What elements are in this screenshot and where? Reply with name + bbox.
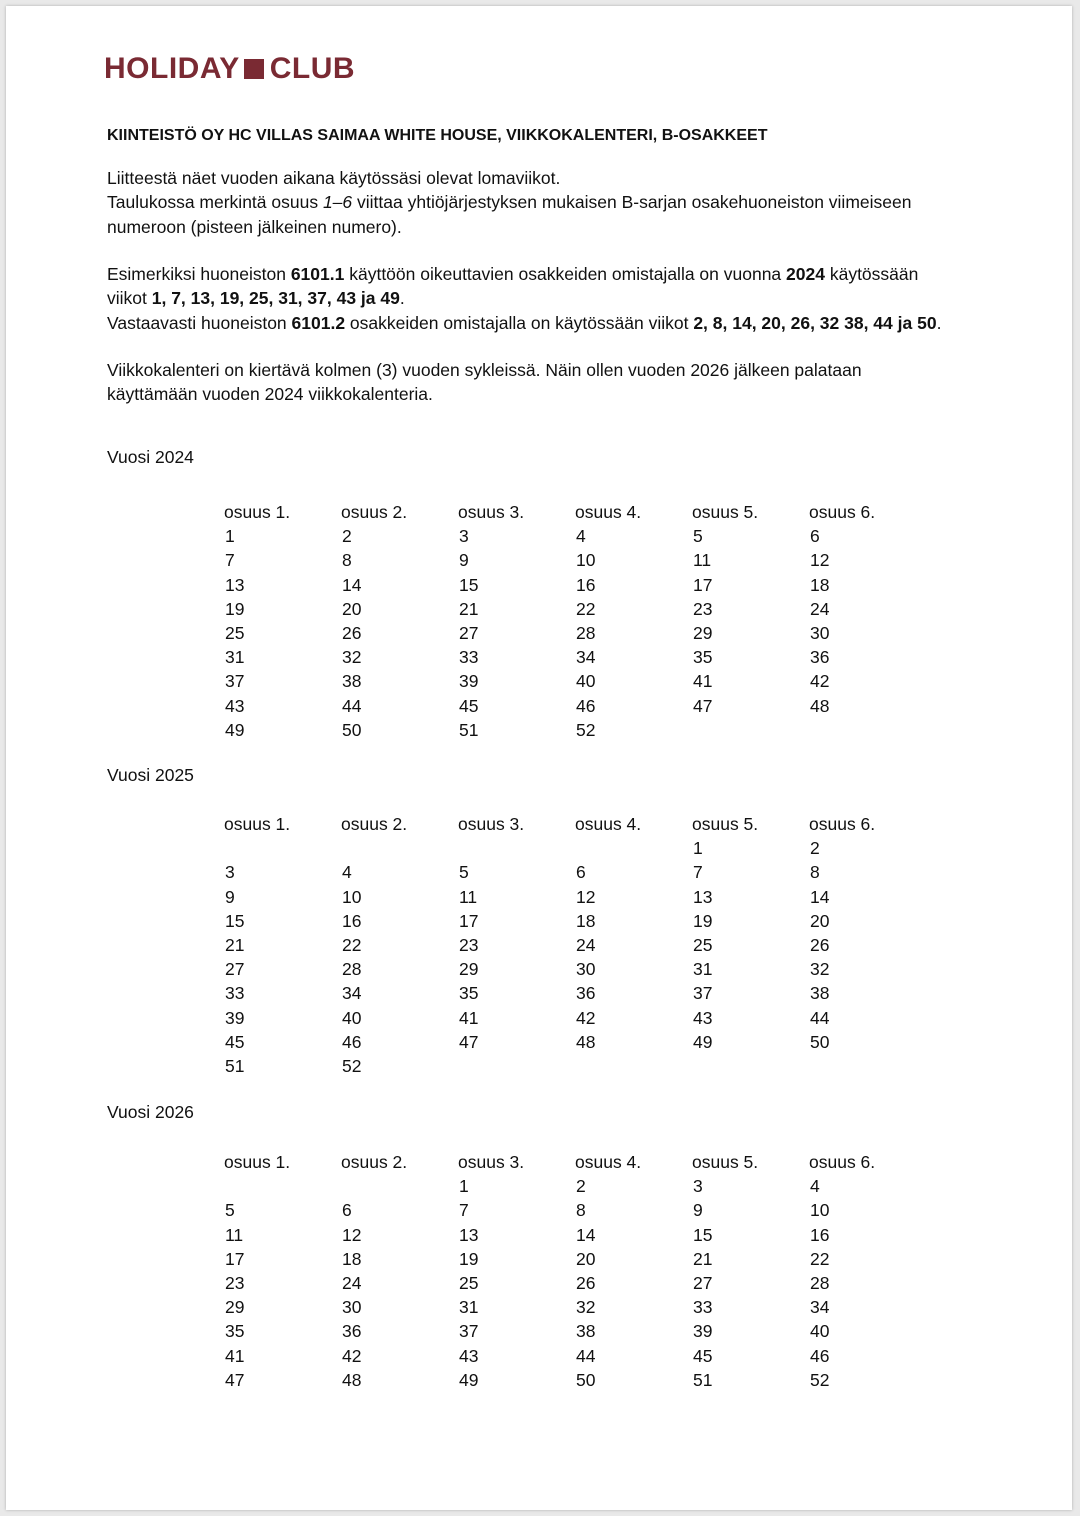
week-cell: 6 bbox=[342, 1200, 352, 1221]
week-cell: 14 bbox=[810, 886, 830, 907]
week-cell: 13 bbox=[225, 574, 245, 595]
week-cell: 8 bbox=[810, 862, 820, 883]
week-table-2025 bbox=[224, 812, 926, 1078]
week-cell: 4 bbox=[576, 526, 586, 547]
week-cell: 38 bbox=[342, 671, 362, 692]
year-label-2025: Vuosi 2025 bbox=[107, 765, 194, 785]
week-cell: 28 bbox=[576, 623, 596, 644]
week-cell: 49 bbox=[225, 719, 245, 740]
week-cell: 46 bbox=[342, 1031, 362, 1052]
week-cell: 40 bbox=[810, 1321, 830, 1342]
week-cell: 7 bbox=[693, 862, 703, 883]
week-cell: 39 bbox=[225, 1007, 245, 1028]
week-cell: 1 bbox=[459, 1176, 469, 1197]
week-cell bbox=[341, 1174, 458, 1198]
example-line-2: viikot 1, 7, 13, 19, 25, 31, 37, 43 ja 49. bbox=[107, 288, 405, 309]
week-cell: 16 bbox=[810, 1224, 830, 1245]
week-cell: 25 bbox=[225, 623, 245, 644]
week-cell: 8 bbox=[342, 550, 352, 571]
week-cell: 33 bbox=[225, 983, 245, 1004]
week-cell: 13 bbox=[459, 1224, 479, 1245]
week-cell: 52 bbox=[810, 1369, 830, 1390]
week-cell bbox=[692, 1054, 809, 1078]
week-cell: 31 bbox=[459, 1297, 479, 1318]
week-cell: 5 bbox=[693, 526, 703, 547]
week-cell: 31 bbox=[693, 959, 713, 980]
week-cell: 35 bbox=[225, 1321, 245, 1342]
week-cell: 52 bbox=[576, 719, 596, 740]
week-cell: 3 bbox=[459, 526, 469, 547]
week-cell: 27 bbox=[225, 959, 245, 980]
week-cell bbox=[458, 1054, 575, 1078]
week-cell: 19 bbox=[225, 598, 245, 619]
week-cell: 28 bbox=[342, 959, 362, 980]
week-cell: 15 bbox=[225, 910, 245, 931]
week-cell: 30 bbox=[342, 1297, 362, 1318]
week-cell: 21 bbox=[693, 1248, 713, 1269]
week-cell: 1 bbox=[225, 526, 235, 547]
year-label-2024: Vuosi 2024 bbox=[107, 447, 194, 467]
intro-line-3: numeroon (pisteen jälkeinen numero). bbox=[107, 216, 402, 237]
week-cell: 15 bbox=[459, 574, 479, 595]
week-cell: 28 bbox=[810, 1273, 830, 1294]
week-cell bbox=[458, 836, 575, 860]
week-cell: 43 bbox=[225, 695, 245, 716]
week-cell bbox=[224, 1174, 341, 1198]
week-cell: 21 bbox=[459, 598, 479, 619]
week-cell: 17 bbox=[459, 910, 479, 931]
week-cell: 37 bbox=[225, 671, 245, 692]
week-cell: 26 bbox=[342, 623, 362, 644]
week-cell bbox=[809, 1054, 926, 1078]
week-cell bbox=[575, 836, 692, 860]
week-cell: 34 bbox=[342, 983, 362, 1004]
week-cell: 27 bbox=[459, 623, 479, 644]
intro-line-2: Taulukossa merkintä osuus 1–6 viittaa yhtiöjärjestyksen mukaisen B-sarjan osakehuoneiston viimeiseen bbox=[107, 192, 912, 213]
week-cell: 6 bbox=[810, 526, 820, 547]
example-line-1: Esimerkiksi huoneiston 6101.1 käyttöön oikeuttavien osakkeiden omistajalla on vuonna 2024 käytössään bbox=[107, 264, 919, 284]
week-cell: 23 bbox=[693, 598, 713, 619]
cycle-line-1: Viikkokalenteri on kiertävä kolmen (3) vuoden sykleissä. Näin ollen vuoden 2026 jälkeen palataan bbox=[107, 360, 862, 380]
week-cell: 35 bbox=[693, 647, 713, 668]
week-cell: 30 bbox=[576, 959, 596, 980]
week-cell: 20 bbox=[576, 1248, 596, 1269]
week-cell: 41 bbox=[693, 671, 713, 692]
example-line-3: Vastaavasti huoneiston 6101.2 osakkeiden omistajalla on käytössään viikot 2, 8, 14, 20, 26, 32 38, 44 ja 50. bbox=[107, 312, 942, 333]
week-cell: 42 bbox=[342, 1345, 362, 1366]
week-cell: 44 bbox=[576, 1345, 596, 1366]
column-header: osuus 3. bbox=[458, 1152, 525, 1172]
week-cell: 14 bbox=[342, 574, 362, 595]
week-cell: 24 bbox=[342, 1273, 362, 1294]
cycle-paragraph bbox=[107, 358, 987, 407]
week-cell: 50 bbox=[810, 1031, 830, 1052]
week-cell: 34 bbox=[810, 1297, 830, 1318]
week-cell: 35 bbox=[459, 983, 479, 1004]
week-cell bbox=[692, 718, 809, 742]
column-header: osuus 3. bbox=[458, 502, 525, 522]
week-cell: 27 bbox=[693, 1273, 713, 1294]
column-header: osuus 2. bbox=[341, 814, 408, 834]
week-cell: 51 bbox=[693, 1369, 713, 1390]
week-cell: 47 bbox=[459, 1031, 479, 1052]
week-cell: 45 bbox=[459, 695, 479, 716]
week-cell: 37 bbox=[459, 1321, 479, 1342]
week-cell: 18 bbox=[810, 574, 830, 595]
week-cell: 12 bbox=[810, 550, 830, 571]
week-cell: 20 bbox=[810, 910, 830, 931]
column-header: osuus 4. bbox=[575, 814, 642, 834]
week-cell: 11 bbox=[459, 886, 478, 907]
week-cell: 13 bbox=[693, 886, 713, 907]
week-cell: 5 bbox=[459, 862, 469, 883]
week-cell: 41 bbox=[459, 1007, 479, 1028]
week-cell: 33 bbox=[459, 647, 479, 668]
week-cell: 38 bbox=[576, 1321, 596, 1342]
week-cell: 1 bbox=[693, 838, 703, 859]
year-label-2026: Vuosi 2026 bbox=[107, 1102, 194, 1122]
week-cell: 36 bbox=[810, 647, 830, 668]
week-cell: 8 bbox=[576, 1200, 586, 1221]
week-cell: 33 bbox=[693, 1297, 713, 1318]
week-cell: 34 bbox=[576, 647, 596, 668]
week-cell: 22 bbox=[810, 1248, 830, 1269]
week-cell: 49 bbox=[693, 1031, 713, 1052]
week-cell: 12 bbox=[342, 1224, 362, 1245]
logo-square-icon bbox=[244, 59, 264, 79]
week-cell: 17 bbox=[225, 1248, 245, 1269]
week-cell bbox=[341, 836, 458, 860]
week-cell: 48 bbox=[576, 1031, 596, 1052]
week-cell: 19 bbox=[693, 910, 713, 931]
week-table-2024 bbox=[224, 500, 926, 742]
week-cell: 4 bbox=[810, 1176, 820, 1197]
cycle-line-2: käyttämään vuoden 2024 viikkokalenteria. bbox=[107, 384, 433, 405]
week-cell: 46 bbox=[810, 1345, 830, 1366]
week-cell: 36 bbox=[342, 1321, 362, 1342]
logo-text-right: CLUB bbox=[269, 52, 356, 85]
week-cell: 40 bbox=[576, 671, 596, 692]
week-cell: 49 bbox=[459, 1369, 479, 1390]
week-cell: 24 bbox=[576, 935, 596, 956]
week-cell: 32 bbox=[810, 959, 830, 980]
week-cell: 36 bbox=[576, 983, 596, 1004]
week-cell: 31 bbox=[225, 647, 245, 668]
week-cell: 46 bbox=[576, 695, 596, 716]
intro-paragraph bbox=[107, 166, 987, 239]
week-cell: 10 bbox=[576, 550, 596, 571]
week-cell: 16 bbox=[576, 574, 596, 595]
week-cell: 23 bbox=[459, 935, 479, 956]
week-cell: 42 bbox=[810, 671, 830, 692]
week-cell: 19 bbox=[459, 1248, 479, 1269]
week-cell: 43 bbox=[459, 1345, 479, 1366]
week-cell: 25 bbox=[459, 1273, 479, 1294]
week-cell: 47 bbox=[693, 695, 713, 716]
week-cell: 5 bbox=[225, 1200, 235, 1221]
week-cell: 3 bbox=[225, 862, 235, 883]
column-header: osuus 3. bbox=[458, 814, 525, 834]
document-title: KIINTEISTÖ OY HC VILLAS SAIMAA WHITE HOUSE, VIIKKOKALENTERI, B-OSAKKEET bbox=[107, 127, 768, 144]
week-cell: 7 bbox=[459, 1200, 469, 1221]
week-cell: 47 bbox=[225, 1369, 245, 1390]
column-header: osuus 2. bbox=[341, 502, 408, 522]
column-header: osuus 6. bbox=[809, 1152, 876, 1172]
intro-line-1: Liitteestä näet vuoden aikana käytössäsi olevat lomaviikot. bbox=[107, 168, 561, 188]
week-cell: 10 bbox=[810, 1200, 830, 1221]
week-cell: 18 bbox=[576, 910, 596, 931]
week-cell: 29 bbox=[693, 623, 713, 644]
week-cell: 4 bbox=[342, 862, 352, 883]
column-header: osuus 4. bbox=[575, 502, 642, 522]
week-cell: 29 bbox=[225, 1297, 245, 1318]
week-cell: 2 bbox=[576, 1176, 586, 1197]
week-cell: 43 bbox=[693, 1007, 713, 1028]
column-header: osuus 5. bbox=[692, 1152, 759, 1172]
week-cell: 23 bbox=[225, 1273, 245, 1294]
document-page bbox=[6, 6, 1072, 1510]
week-cell: 20 bbox=[342, 598, 362, 619]
week-cell: 45 bbox=[693, 1345, 713, 1366]
week-cell: 22 bbox=[342, 935, 362, 956]
week-cell: 10 bbox=[342, 886, 362, 907]
week-cell: 48 bbox=[342, 1369, 362, 1390]
week-cell: 41 bbox=[225, 1345, 245, 1366]
column-header: osuus 4. bbox=[575, 1152, 642, 1172]
week-cell: 50 bbox=[576, 1369, 596, 1390]
column-header: osuus 1. bbox=[224, 1152, 291, 1172]
column-header: osuus 5. bbox=[692, 814, 759, 834]
holiday-club-logo bbox=[104, 54, 355, 84]
week-cell: 40 bbox=[342, 1007, 362, 1028]
week-cell: 9 bbox=[693, 1200, 703, 1221]
week-cell: 15 bbox=[693, 1224, 713, 1245]
week-cell bbox=[224, 836, 341, 860]
week-cell: 18 bbox=[342, 1248, 362, 1269]
week-cell: 38 bbox=[810, 983, 830, 1004]
week-cell: 39 bbox=[693, 1321, 713, 1342]
week-cell: 11 bbox=[693, 550, 712, 571]
week-cell: 3 bbox=[693, 1176, 703, 1197]
week-cell: 42 bbox=[576, 1007, 596, 1028]
column-header: osuus 5. bbox=[692, 502, 759, 522]
logo-text-left: HOLIDAY bbox=[104, 52, 240, 85]
week-cell: 32 bbox=[342, 647, 362, 668]
week-cell: 16 bbox=[342, 910, 362, 931]
week-cell: 51 bbox=[225, 1056, 245, 1077]
week-cell: 12 bbox=[576, 886, 596, 907]
week-cell: 9 bbox=[225, 886, 235, 907]
week-cell: 24 bbox=[810, 598, 830, 619]
week-cell bbox=[809, 718, 926, 742]
column-header: osuus 1. bbox=[224, 502, 291, 522]
week-cell: 44 bbox=[810, 1007, 830, 1028]
week-cell: 2 bbox=[342, 526, 352, 547]
example-paragraph bbox=[107, 262, 987, 335]
week-cell: 7 bbox=[225, 550, 235, 571]
week-cell: 14 bbox=[576, 1224, 596, 1245]
week-cell: 37 bbox=[693, 983, 713, 1004]
week-cell: 22 bbox=[576, 598, 596, 619]
week-cell: 44 bbox=[342, 695, 362, 716]
week-cell bbox=[575, 1054, 692, 1078]
week-cell: 32 bbox=[576, 1297, 596, 1318]
column-header: osuus 6. bbox=[809, 502, 876, 522]
column-header: osuus 6. bbox=[809, 814, 876, 834]
week-cell: 21 bbox=[225, 935, 245, 956]
week-cell: 51 bbox=[459, 719, 479, 740]
week-cell: 17 bbox=[693, 574, 713, 595]
week-cell: 39 bbox=[459, 671, 479, 692]
week-cell: 26 bbox=[576, 1273, 596, 1294]
week-cell: 45 bbox=[225, 1031, 245, 1052]
week-cell: 50 bbox=[342, 719, 362, 740]
week-cell: 52 bbox=[342, 1056, 362, 1077]
week-cell: 25 bbox=[693, 935, 713, 956]
week-cell: 6 bbox=[576, 862, 586, 883]
week-cell: 2 bbox=[810, 838, 820, 859]
column-header: osuus 1. bbox=[224, 814, 291, 834]
week-cell: 29 bbox=[459, 959, 479, 980]
week-cell: 26 bbox=[810, 935, 830, 956]
week-cell: 11 bbox=[225, 1224, 244, 1245]
week-cell: 9 bbox=[459, 550, 469, 571]
column-header: osuus 2. bbox=[341, 1152, 408, 1172]
week-table-2026 bbox=[224, 1150, 926, 1392]
week-cell: 48 bbox=[810, 695, 830, 716]
week-cell: 30 bbox=[810, 623, 830, 644]
